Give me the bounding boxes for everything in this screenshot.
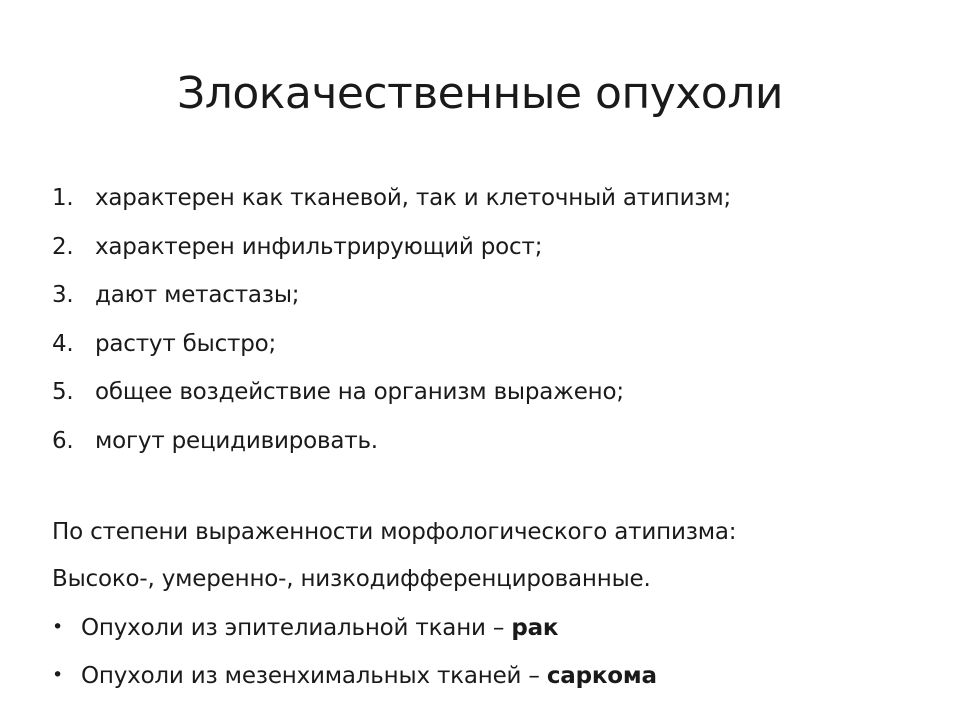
list-item-number: 5. xyxy=(52,379,74,405)
list-item xyxy=(52,225,731,274)
list-item-text: характерен инфильтрирующий рост; xyxy=(95,233,543,260)
bullet-text: Опухоли из мезенхимальных тканей – xyxy=(81,663,547,689)
bullet-icon: • xyxy=(52,616,64,638)
bullet-item xyxy=(52,606,657,654)
list-item-number: 3. xyxy=(52,282,74,308)
list-item-text: характерен как тканевой, так и клеточный атипизм; xyxy=(95,185,732,211)
list-item xyxy=(52,370,731,419)
bullet-item xyxy=(52,654,657,702)
list-item-number: 1. xyxy=(52,185,74,211)
bullet-text: Опухоли из эпителиальной ткани – xyxy=(81,615,512,641)
list-item xyxy=(52,176,731,225)
bullet-text-wrapper xyxy=(81,654,657,698)
list-item xyxy=(52,419,731,468)
numbered-list xyxy=(52,176,731,467)
list-item-text: общее воздействие на организм выражено; xyxy=(95,379,624,405)
slide-title: Злокачественные опухоли xyxy=(177,68,783,119)
bullet-emphasis: саркома xyxy=(546,663,657,689)
bullet-emphasis: рак xyxy=(511,615,559,641)
list-item-number: 2. xyxy=(52,233,74,260)
list-item-text: могут рецидивировать. xyxy=(95,427,378,454)
list-item-text: растут быстро; xyxy=(95,330,277,357)
differentiation-grades: Высоко-, умеренно-, низкодифференцированные. xyxy=(52,566,651,592)
list-item xyxy=(52,273,731,322)
bullet-text-wrapper xyxy=(81,606,558,650)
list-item xyxy=(52,322,731,371)
list-item-text: дают метастазы; xyxy=(95,282,300,308)
classification-heading: По степени выраженности морфологического атипизма: xyxy=(52,519,737,545)
list-item-number: 6. xyxy=(52,427,74,454)
bullet-icon: • xyxy=(52,664,64,686)
list-item-number: 4. xyxy=(52,330,74,357)
bullet-list xyxy=(52,606,657,702)
